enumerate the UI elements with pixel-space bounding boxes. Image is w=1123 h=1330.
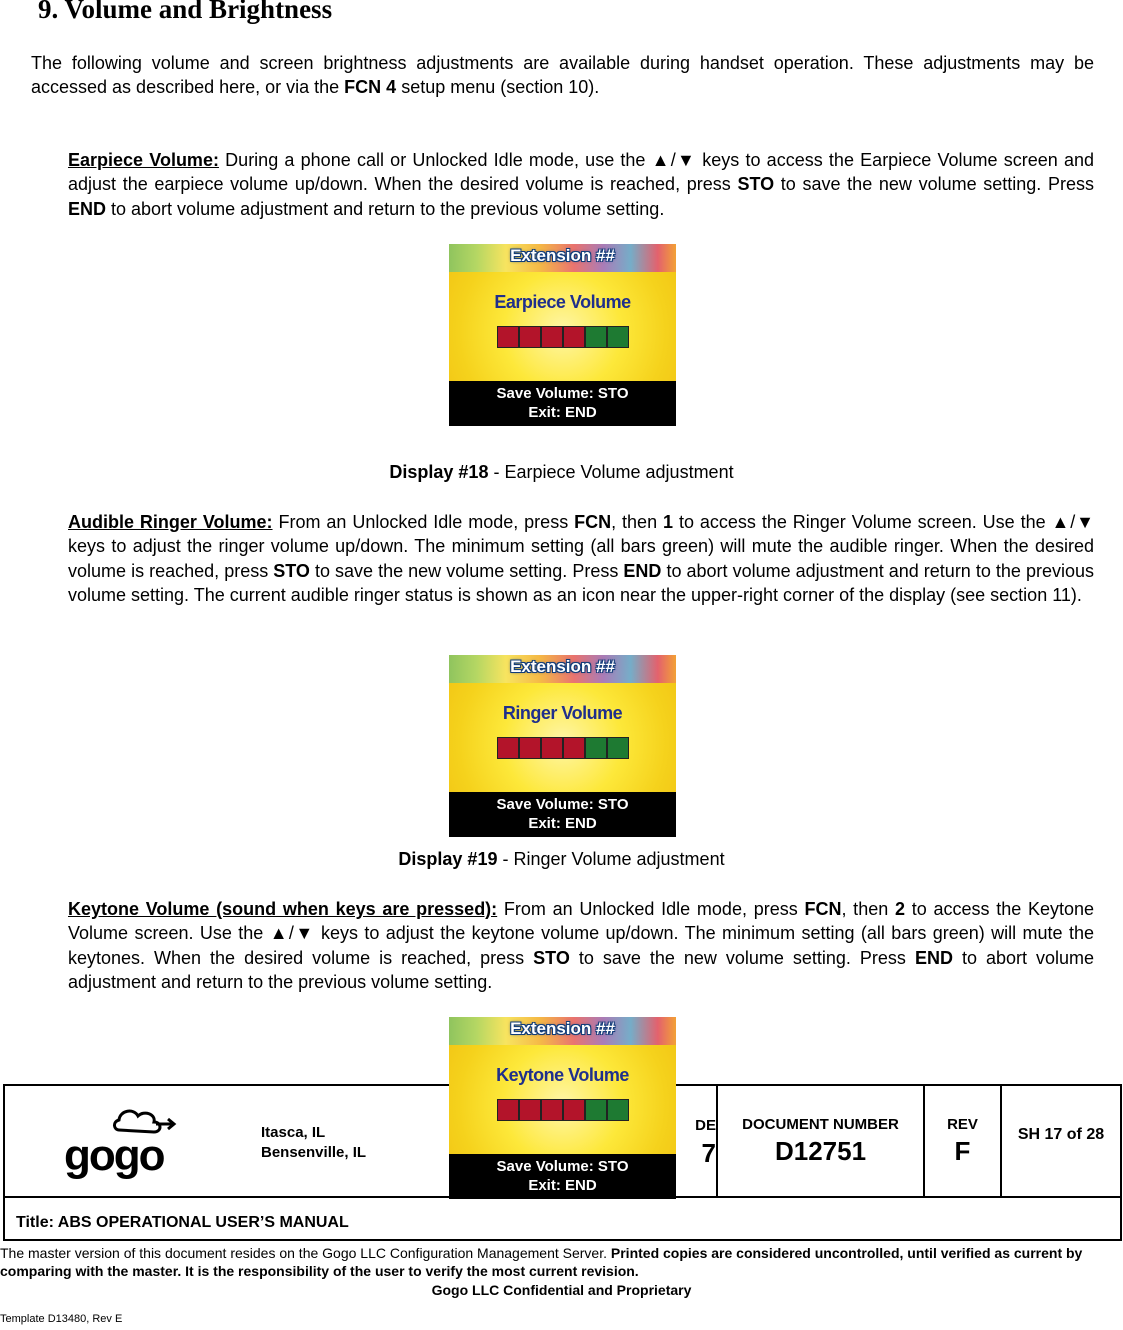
volume-bar bbox=[585, 737, 607, 759]
revision-label: REV bbox=[947, 1116, 978, 1133]
screen-title: Earpiece Volume bbox=[494, 292, 631, 312]
document-title: Title: ABS OPERATIONAL USER’S MANUAL bbox=[16, 1214, 349, 1231]
section-heading: 9. Volume and Brightness bbox=[38, 0, 333, 24]
screen-header-text: Extension ## bbox=[510, 657, 615, 676]
title-block-divider bbox=[1000, 1084, 1002, 1197]
volume-bar bbox=[497, 1099, 519, 1121]
intro-paragraph: The following volume and screen brightness adjustments are available during handset operation. These adjustments may be accessed as described here, or via the FCN 4 setup menu (section 10). bbox=[31, 53, 1094, 98]
confidentiality-notice: Gogo LLC Confidential and Proprietary bbox=[431, 1282, 692, 1298]
screen-header-text: Extension ## bbox=[510, 246, 615, 265]
keytone-paragraph: Keytone Volume (sound when keys are pressed): From an Unlocked Idle mode, press FCN, then 2 to access the Keytone Volume screen. Use the ▲/▼ keys to adjust the keytone volume up/down. The minimum setting (all bars green) will mute the keytones. When the desired volume is reached, press STO to save the new volume setting. Press END to abort volume adjustment and return to the previous volume setting. bbox=[68, 899, 1095, 993]
gogo-logo bbox=[64, 1100, 184, 1185]
volume-bars bbox=[497, 737, 629, 759]
exit-hint: Exit: END bbox=[528, 815, 597, 832]
volume-bar bbox=[607, 1099, 629, 1121]
volume-bar bbox=[519, 1099, 541, 1121]
template-id: Template D13480, Rev E bbox=[0, 1313, 123, 1325]
save-volume-hint: Save Volume: STO bbox=[496, 796, 629, 813]
volume-bar bbox=[541, 1099, 563, 1121]
volume-bar bbox=[563, 326, 585, 348]
controlled-copy-notice: The master version of this document resides on the Gogo LLC Configuration Management Server. Printed copies are considered uncontrolled, until verified as current by comparing with the master. It is the responsibility of the user to verify the most current revision. bbox=[0, 1245, 1083, 1279]
volume-bars bbox=[497, 1099, 629, 1121]
volume-bar bbox=[585, 326, 607, 348]
volume-bar bbox=[585, 1099, 607, 1121]
ringer-label: Audible Ringer Volume: bbox=[68, 512, 273, 532]
exit-hint: Exit: END bbox=[528, 1177, 597, 1194]
code-label: DE bbox=[695, 1117, 716, 1134]
exit-hint: Exit: END bbox=[528, 404, 597, 421]
ringer-paragraph: Audible Ringer Volume: From an Unlocked Idle mode, press FCN, then 1 to access the Ringer Volume screen. Use the ▲/▼ keys to adjust the ringer volume up/down. The minimum setting (all bars green) will mute the audible ringer. When the desired volume is reached, press STO to save the new volume setting. Press END to abort volume adjustment and return to the previous volume setting. The current audible ringer status is shown as an icon near the upper-right corner of the display (see section 11). bbox=[68, 512, 1095, 606]
save-volume-hint: Save Volume: STO bbox=[496, 1158, 629, 1175]
volume-bar bbox=[607, 737, 629, 759]
code-value: 7 bbox=[701, 1138, 716, 1168]
display-19-caption: Display #19 - Ringer Volume adjustment bbox=[398, 849, 725, 869]
earpiece-paragraph: Earpiece Volume: During a phone call or Unlocked Idle mode, use the ▲/▼ keys to access the Earpiece Volume screen and adjust the earpiece volume up/down. When the desired volume is reached, press STO to save the new volume setting. Press END to abort volume adjustment and return to the previous volume setting. bbox=[68, 150, 1094, 219]
screen-softkey-bar bbox=[449, 792, 676, 837]
screen-title: Keytone Volume bbox=[496, 1065, 629, 1085]
display-18-caption: Display #18 - Earpiece Volume adjustment bbox=[389, 462, 734, 482]
volume-bar bbox=[497, 326, 519, 348]
earpiece-volume-screen bbox=[449, 244, 676, 426]
screen-softkey-bar bbox=[449, 1154, 676, 1199]
document-number-value: D12751 bbox=[774, 1136, 867, 1166]
document-number-label: DOCUMENT NUMBER bbox=[742, 1116, 899, 1133]
keytone-volume-screen bbox=[449, 1017, 676, 1199]
save-volume-hint: Save Volume: STO bbox=[496, 385, 629, 402]
screen-title: Ringer Volume bbox=[502, 703, 623, 723]
revision-value: F bbox=[954, 1136, 971, 1166]
volume-bar bbox=[541, 326, 563, 348]
keytone-label: Keytone Volume (sound when keys are pressed): bbox=[68, 899, 498, 919]
volume-bar bbox=[541, 737, 563, 759]
sheet-number: SH 17 of 28 bbox=[1017, 1126, 1105, 1143]
volume-bar bbox=[563, 737, 585, 759]
earpiece-label: Earpiece Volume: bbox=[68, 150, 219, 170]
volume-bar bbox=[563, 1099, 585, 1121]
screen-softkey-bar bbox=[449, 381, 676, 426]
volume-bar bbox=[519, 737, 541, 759]
volume-bar bbox=[607, 326, 629, 348]
company-locations: Itasca, IL Bensenville, IL bbox=[261, 1124, 367, 1161]
logo-wordmark: gogo bbox=[64, 1131, 164, 1180]
volume-bars bbox=[497, 326, 629, 348]
screen-header-text: Extension ## bbox=[510, 1019, 615, 1038]
ringer-volume-screen bbox=[449, 655, 676, 837]
volume-bar bbox=[497, 737, 519, 759]
volume-bar bbox=[519, 326, 541, 348]
